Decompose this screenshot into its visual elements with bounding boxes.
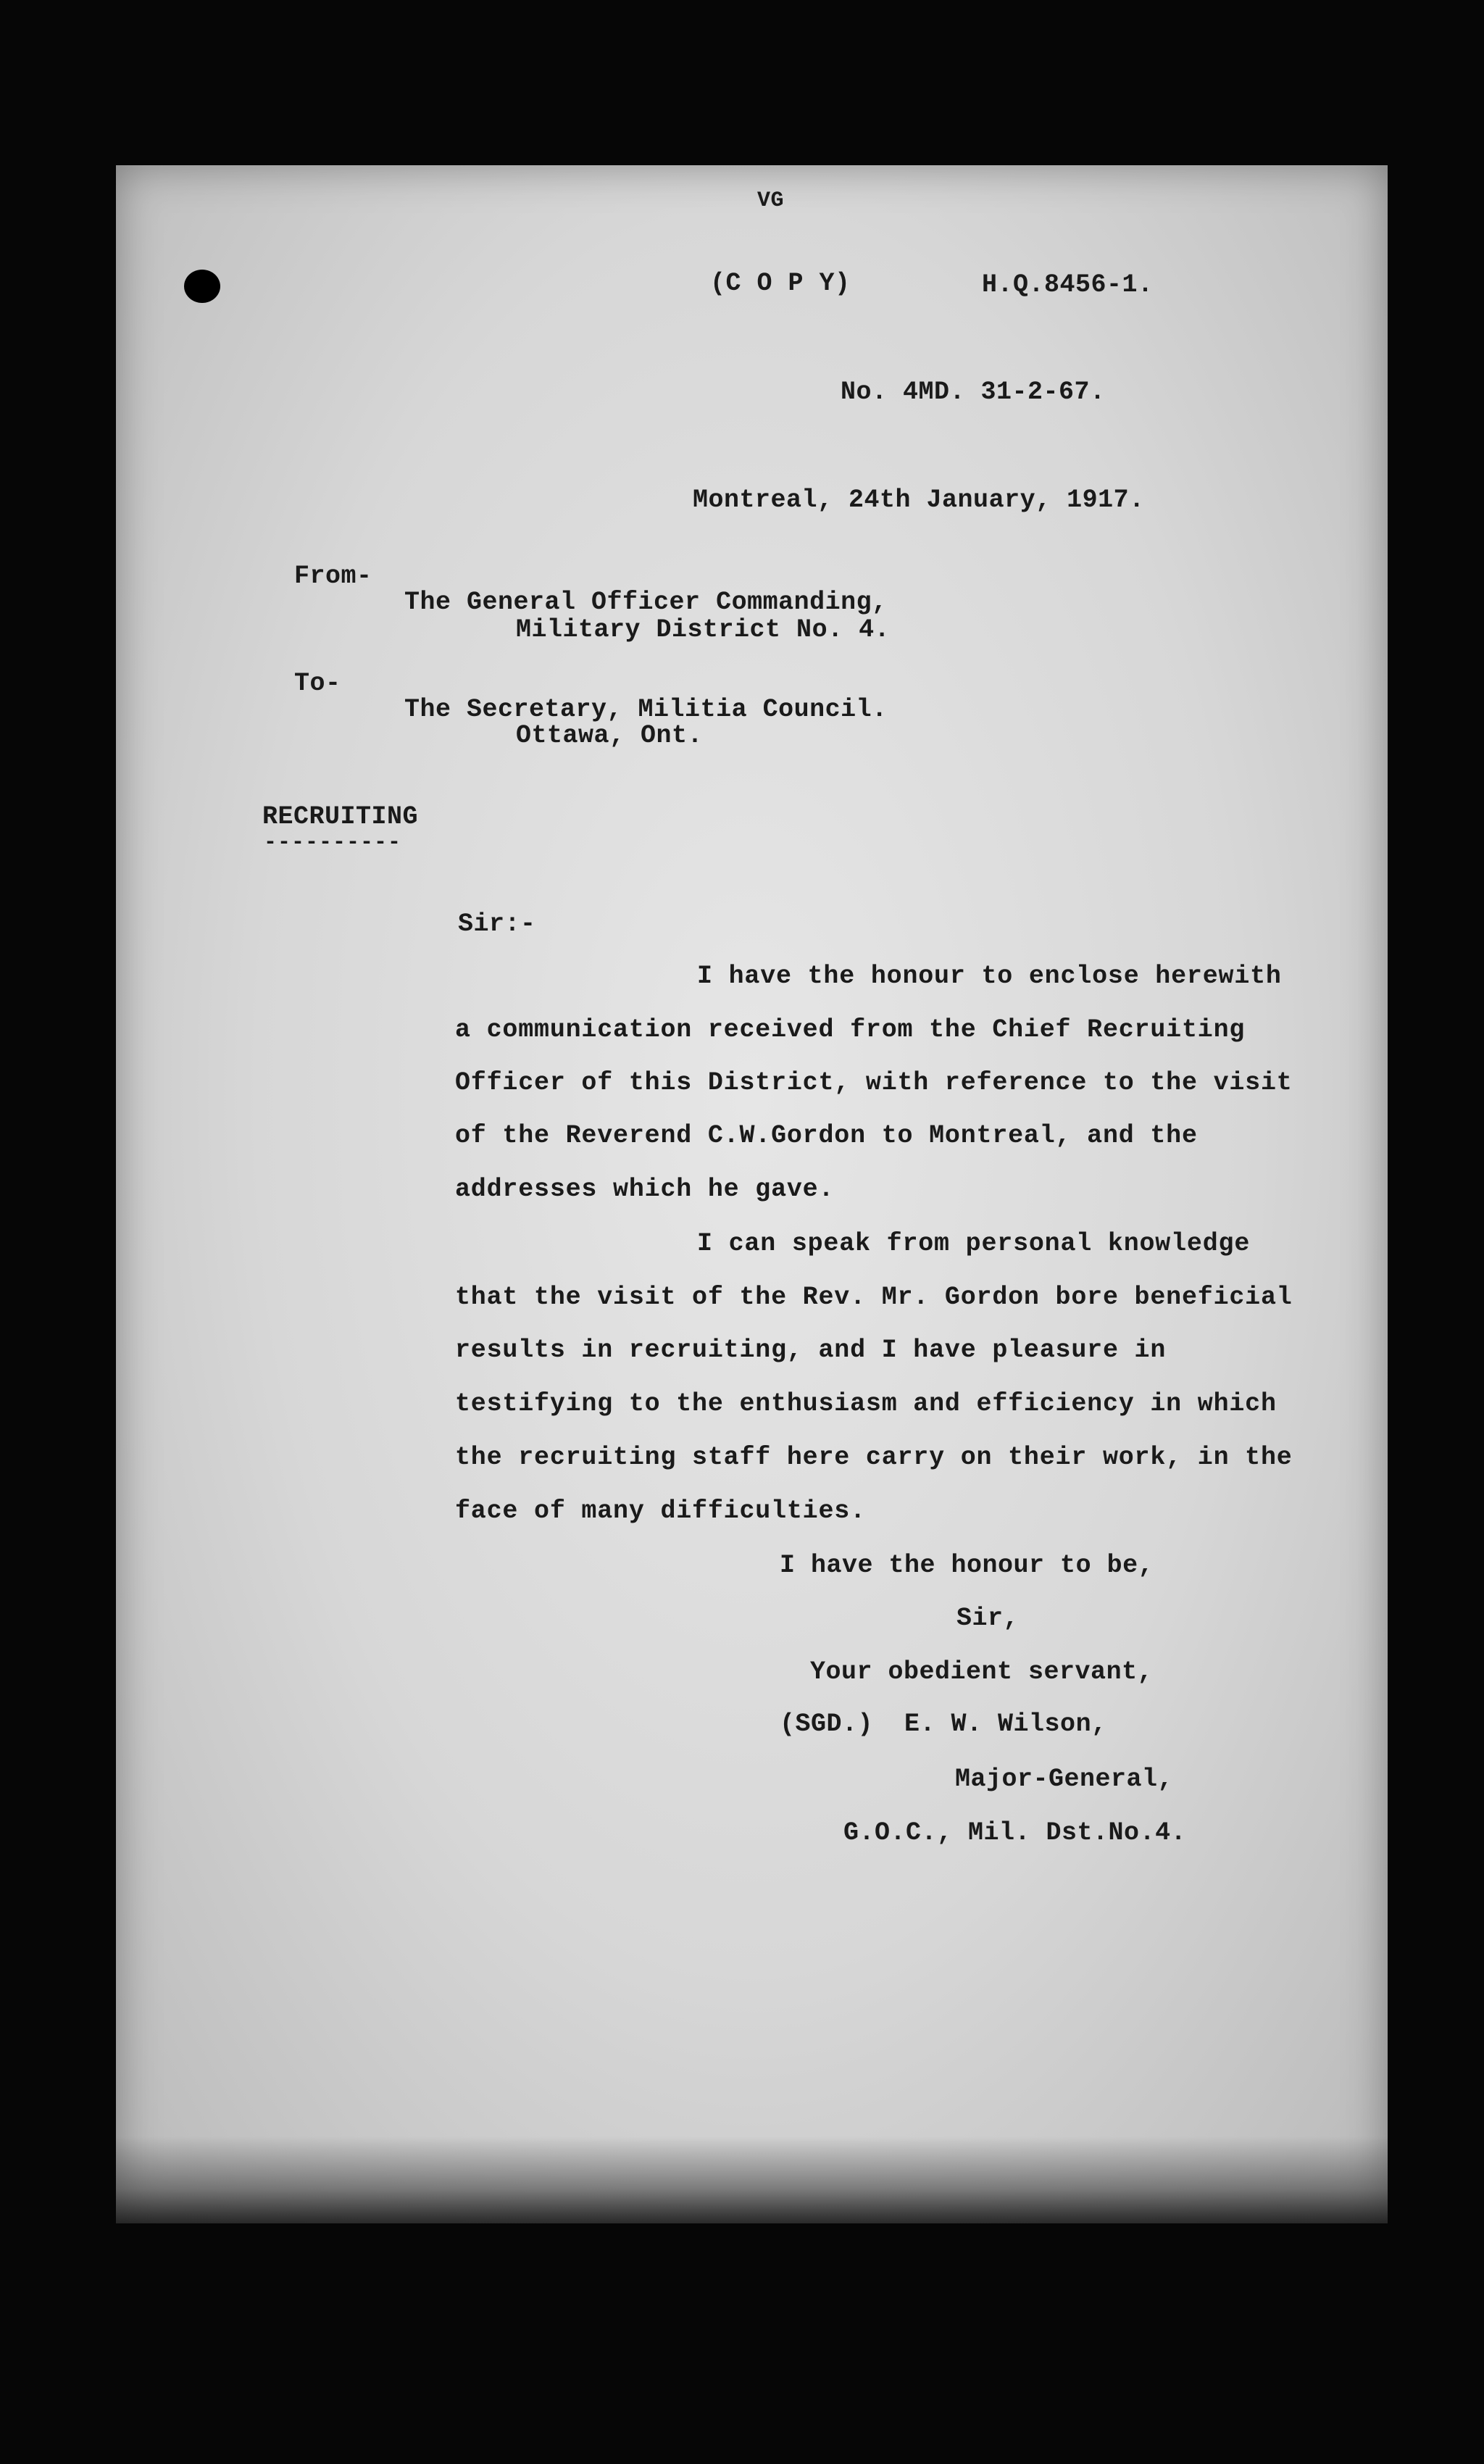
- punch-hole: [184, 270, 220, 303]
- body-line: addresses which he gave.: [455, 1175, 835, 1204]
- body-line: I can speak from personal knowledge: [697, 1229, 1251, 1258]
- rank-line: Major-General,: [955, 1765, 1174, 1794]
- to-line-2: Ottawa, Ont.: [516, 721, 704, 750]
- initials-mark: VG: [757, 188, 785, 213]
- to-line-1: The Secretary, Militia Council.: [404, 695, 888, 724]
- sheet-edge-shadow: [116, 2136, 1388, 2223]
- body-line: the recruiting staff here carry on their work, in the: [455, 1443, 1293, 1472]
- closing-line-1: I have the honour to be,: [780, 1551, 1154, 1580]
- signature-line: (SGD.) E. W. Wilson,: [780, 1710, 1107, 1739]
- place-and-date: Montreal, 24th January, 1917.: [693, 486, 1145, 515]
- from-line-2: Military District No. 4.: [516, 615, 891, 644]
- body-line: that the visit of the Rev. Mr. Gordon bore beneficial: [455, 1283, 1293, 1312]
- subject-heading: RECRUITING: [262, 802, 419, 831]
- subject-underline: ----------: [264, 831, 402, 855]
- body-line: I have the honour to enclose herewith: [697, 962, 1282, 991]
- body-line: of the Reverend C.W.Gordon to Montreal, and the: [455, 1121, 1198, 1150]
- command-line: G.O.C., Mil. Dst.No.4.: [843, 1818, 1187, 1847]
- salutation: Sir:-: [458, 910, 536, 938]
- copy-label: (C O P Y): [710, 269, 851, 298]
- file-number: No. 4MD. 31-2-67.: [841, 378, 1106, 407]
- body-line: face of many difficulties.: [455, 1497, 866, 1526]
- closing-line-2: Sir,: [956, 1604, 1020, 1633]
- body-line: a communication received from the Chief Recruiting: [455, 1015, 1246, 1044]
- from-line-1: The General Officer Commanding,: [404, 588, 888, 617]
- to-label: To-: [294, 669, 341, 698]
- body-line: Officer of this District, with reference to the visit: [455, 1068, 1293, 1097]
- hq-reference: H.Q.8456-1.: [982, 270, 1154, 299]
- from-label: From-: [294, 562, 372, 591]
- body-line: results in recruiting, and I have pleasure in: [455, 1336, 1167, 1365]
- body-line: testifying to the enthusiasm and efficiency in which: [455, 1389, 1277, 1418]
- closing-line-3: Your obedient servant,: [810, 1657, 1154, 1686]
